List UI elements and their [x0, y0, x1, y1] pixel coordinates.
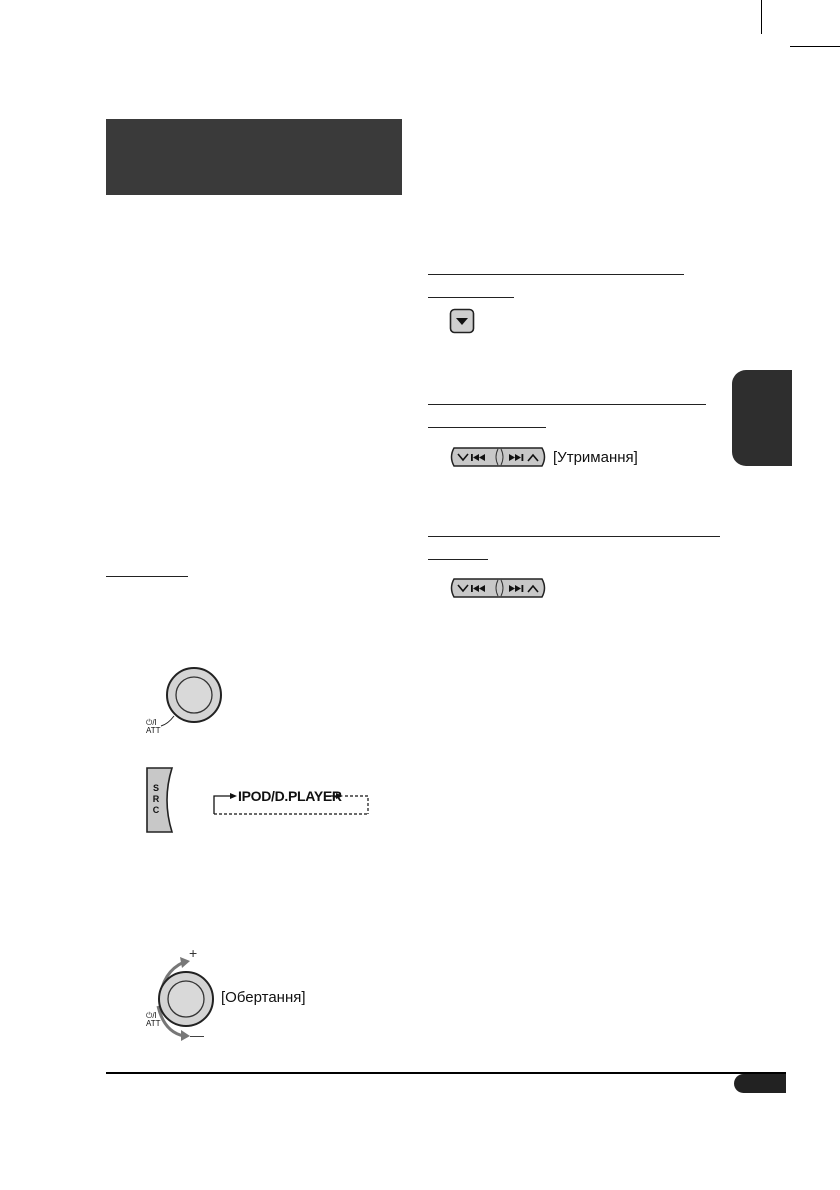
source-ipod-label: IPOD/D.PLAYER [238, 788, 342, 804]
src-letters [151, 783, 161, 816]
src-letter-s: S [152, 783, 159, 793]
heading-underline-2b [428, 427, 546, 428]
section-title-block [106, 119, 402, 195]
hold-caption: [Утримання] [553, 449, 638, 466]
plus-sign: + [189, 945, 198, 961]
heading-underline-left [106, 576, 188, 577]
footer-rule [106, 1072, 786, 1074]
att-label: ATT [146, 1019, 161, 1028]
heading-underline-3b [428, 559, 488, 560]
power-label: ⏻/I [146, 1011, 157, 1020]
knob-pointer-line [160, 714, 176, 728]
crop-mark-top [761, 0, 762, 34]
src-button-icon [144, 766, 178, 834]
src-letter-c: C [152, 805, 160, 815]
volume-knob-rotate-icon [150, 950, 220, 1045]
heading-underline-3a [428, 536, 720, 537]
power-att-label [146, 719, 161, 735]
src-letter-r: R [152, 794, 160, 804]
att-label: ATT [146, 726, 161, 735]
minus-sign: — [190, 1027, 204, 1043]
language-tab [732, 370, 792, 466]
power-label: ⏻/I [146, 718, 157, 727]
crop-mark-right [790, 46, 840, 47]
skip-button-icon [448, 577, 548, 599]
power-att-label-2 [146, 1012, 161, 1028]
down-arrow-button-icon [449, 308, 475, 334]
skip-button-icon [448, 446, 548, 468]
heading-underline-1b [428, 297, 514, 298]
page-number-tab [734, 1074, 786, 1093]
heading-underline-2a [428, 404, 706, 405]
turn-caption: [Обертання] [221, 989, 306, 1006]
heading-underline-1a [428, 274, 684, 275]
